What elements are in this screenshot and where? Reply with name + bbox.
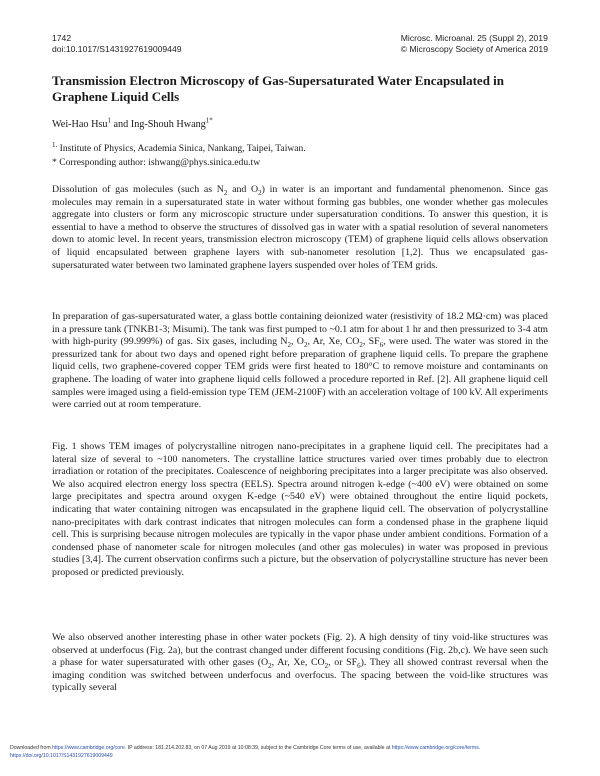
subscript: 6 (379, 341, 384, 350)
subscript: 2 (287, 341, 292, 350)
author-connector: and (110, 119, 131, 130)
cambridge-core-link[interactable]: https://www.cambridge.org/core (52, 745, 125, 751)
author-name: Ing-Shouh Hwang (130, 119, 206, 130)
author-line (52, 116, 213, 130)
subscript: 6 (357, 662, 361, 671)
download-footer (10, 744, 590, 760)
text-run: Dissolution of gas molecules (such as N (52, 184, 224, 195)
terms-link[interactable]: https://www.cambridge.org/core/terms (391, 745, 479, 751)
copyright: © Microscopy Society of America 2019 (400, 44, 548, 54)
footer-line (10, 752, 590, 760)
affiliation-text: Institute of Physics, Academia Sinica, Nankang, Taipei, Taiwan. (57, 143, 306, 154)
subscript: 2 (324, 662, 329, 671)
author-name: Wei-Hao Hsu (52, 119, 108, 130)
page-number: 1742 (52, 33, 72, 43)
text-run: We also observed another interesting phase in other water pockets (Fig. 2). A high density of tiny void-like structures was observed at underfocus (Fig. 2a), but the contrast changed under different focusing conditions (Fig. 2b,c). We have seen such a phase for water supersaturated with other gases (O (52, 632, 548, 669)
footer-text: . IP address: 181.214.202.83, on 07 Aug 2019 at 10:08:39, subject to the Cambridge Core terms of use, available at (124, 745, 392, 751)
author-affiliation-mark: 1 (107, 116, 111, 125)
text-run: , O (291, 336, 304, 348)
doi: doi:10.1017/S1431927619009449 (52, 44, 182, 54)
text-run: , were used. The water was stored in the pressurized tank for about two days and opened right before preparation of graphene liquid cells. To prepare the graphene liquid cells, two graphene-covered copper TEM grids were first heated to 180°C to remove moisture and contaminants on graphene. The loading of water into graphene liquid cells followed a procedure reported in Ref. [2]. All graphene liquid cell samples were imaged using a field-emission type TEM (JEM-2100F) with an acceleration voltage of 100 kV. All experiments were carried out at room temperature. (52, 336, 549, 411)
text-run: ). They all showed contrast reversal when the imaging condition was switched between underfocus and overfocus. The spacing between the void-like structures was typically several (52, 657, 548, 694)
text-run: In preparation of gas-supersaturated water, a glass bottle containing deionized water (resistivity of 18.2 MΩ·cm) was placed in a pressure tank (TNKB1-3; Misumi). The tank was first pumped to ~0.1 atm for about 1 hr and then pressurized to 3-4 atm with high-purity (99.999%) of gas. Six gases, including N (52, 311, 548, 348)
subscript: 2 (268, 662, 272, 671)
footer-line (10, 744, 590, 752)
text-run: , Ar, Xe, CO (307, 336, 360, 348)
doi-link[interactable]: https://doi.org/10.1017/S1431927619009449 (10, 753, 113, 759)
footer-text: . (478, 745, 481, 751)
journal-citation: Microsc. Microanal. 25 (Suppl 2), 2019 (400, 33, 548, 43)
affiliation-line (52, 142, 306, 156)
subscript: 2 (303, 341, 308, 350)
subscript: 2 (223, 188, 228, 197)
body-paragraph: Fig. 1 shows TEM images of polycrystalline nitrogen nano-precipitates in a graphene liquid cell. The precipitates had a lateral size of several to ~100 nanometers. The crystalline lattice structures varied over times probably due to electron irradiation or rotation of the precipitates. Coalescence of neighboring precipitates into a larger precipitate was also observed. We also acquired electron energy loss spectra (EELS). Spectra around nitrogen k-edge (~400 eV) were obtained on some large precipitates and spectra around oxygen K-edge (~540 eV) were obtained throughout the entire liquid pockets, indicating that water containing nitrogen was encapsulated in the graphene liquid cell. The observation of polycrystalline nano-precipitates with dark contrast indicates that nitrogen molecules can form a condensed phase in the graphene liquid cell. This is surprising because nitrogen molecules are typically in the vapor phase under ambient conditions. Formation of a condensed phase of nanometer scale for nitrogen molecules (and other gas molecules) in water was proposed in previous studies [3,4]. The current observation confirms such a picture, but the observation of polycrystalline structure has never been proposed or predicted previously. (52, 441, 548, 578)
text-run: , SF (362, 336, 380, 348)
paper-title: Transmission Electron Microscopy of Gas-Supersaturated Water Encapsulated in Graphene Liquid Cells (52, 73, 505, 104)
text-run: ) in water is an important and fundamental phenomenon. Since gas molecules may remain in a supersaturated state in water without forming gas bubbles, one wonder whether gas molecules aggregate into clusters or form any microscopic structure under supersaturation conditions. To answer this question, it is essential to have a method to observe the structures of dissolved gas in water with a spatial resolution of several nanometers down to atomic level. In recent years, transmission electron microscopy (TEM) of graphene liquid cells allows observation of liquid encapsulated between graphene layers with sub-nanometer resolution [1,2]. Thus we encapsulated gas-supersaturated water between two laminated graphene layers suspended over holes of TEM grids. (52, 184, 548, 271)
running-header-right (401, 33, 548, 55)
running-header-left (52, 33, 182, 55)
subscript: 2 (258, 188, 262, 197)
text-run: , or SF (328, 657, 358, 669)
affiliations (52, 142, 306, 170)
text-run: , Ar, Xe, CO (271, 657, 325, 669)
corresponding-author: * Corresponding author: ishwang@phys.sinica.edu.tw (52, 157, 261, 168)
footer-text: Downloaded from (10, 745, 53, 751)
body-paragraph (52, 632, 548, 695)
body-paragraph (52, 184, 548, 272)
affiliation-marker: 1. (52, 140, 58, 149)
text-run: and O (227, 184, 259, 195)
author-affiliation-mark: 1* (205, 116, 213, 125)
subscript: 2 (359, 341, 363, 350)
body-paragraph (52, 311, 548, 412)
